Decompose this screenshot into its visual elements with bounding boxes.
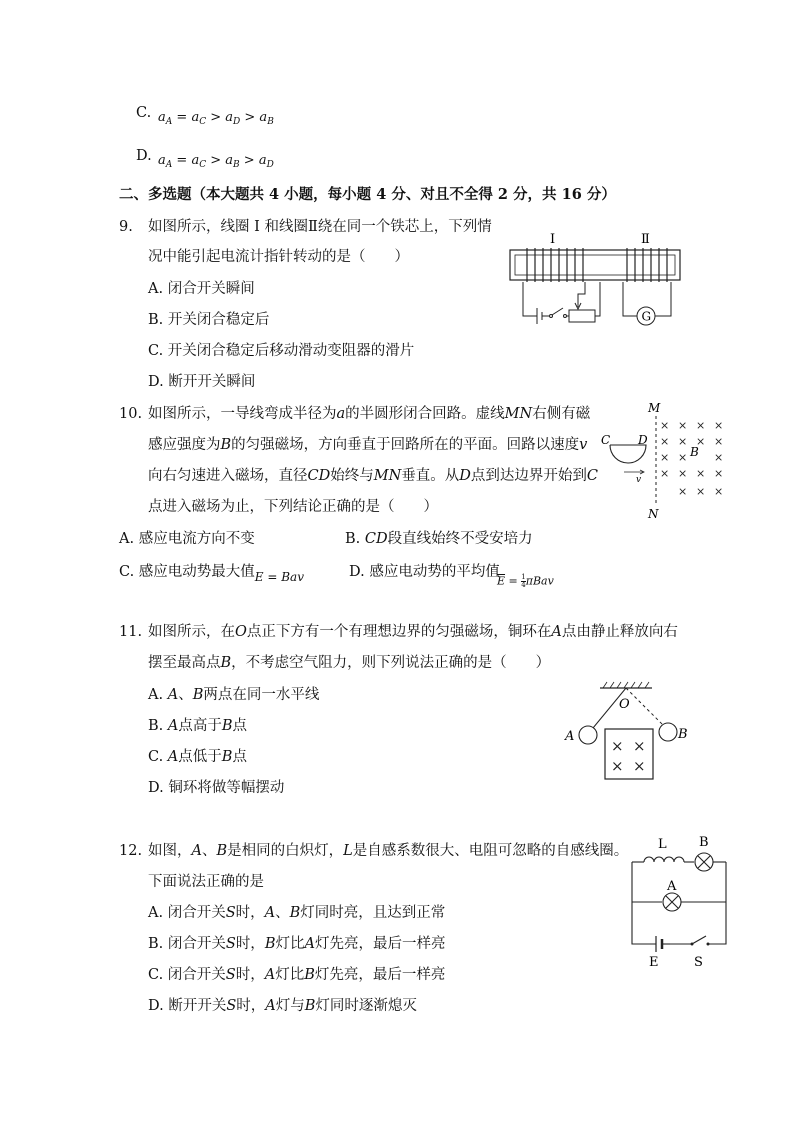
q12-option-d: D. 断开开关S时，A灯与B灯同时逐渐熄灭 <box>148 998 417 1014</box>
q12-circuit-diagram <box>622 830 737 970</box>
svg-text:×: × <box>696 485 706 498</box>
q8-option-c-formula: $a_A = a_C > a_D > a_B$ <box>158 110 274 127</box>
svg-text:×: × <box>714 485 724 498</box>
q10-option-b: B. CD段直线始终不受安培力 <box>345 531 533 547</box>
q9-option-d: D. 断开开关瞬间 <box>148 374 256 390</box>
q10-label-b: B <box>690 445 699 459</box>
q11-option-a: A. A、B两点在同一水平线 <box>148 687 320 703</box>
q10-stem-line1: 如图所示，一导线弯成半径为a的半圆形闭合回路。虚线MN右侧有磁 <box>148 406 591 422</box>
svg-text:×: × <box>678 435 688 448</box>
svg-text:×: × <box>696 467 706 480</box>
q9-galvanometer-label: G <box>641 309 652 324</box>
q10-semicircle-diagram <box>596 398 746 523</box>
svg-text:×: × <box>611 737 624 755</box>
q10-stem-line3: 向右匀速进入磁场，直径CD始终与MN垂直。从D点到达边界开始到C <box>148 468 599 484</box>
svg-text:×: × <box>660 467 670 480</box>
q12-number: 12. <box>119 843 143 859</box>
svg-text:×: × <box>660 435 670 448</box>
svg-text:×: × <box>714 435 724 448</box>
q11-label-a: A <box>565 729 575 744</box>
svg-text:×: × <box>678 451 688 464</box>
svg-text:×: × <box>714 419 724 432</box>
q12-label-s: S <box>694 955 703 970</box>
q9-coil-diagram <box>505 228 690 333</box>
q10-label-d: D <box>638 433 648 447</box>
q10-label-n: N <box>648 507 659 521</box>
q9-option-b: B. 开关闭合稳定后 <box>148 312 270 328</box>
svg-text:×: × <box>714 451 724 464</box>
q9-label-coil1: I <box>550 232 556 247</box>
q10-option-d: D. 感应电动势的平均值 <box>349 564 500 580</box>
svg-text:×: × <box>714 467 724 480</box>
svg-text:×: × <box>678 419 688 432</box>
q11-option-b: B. A点高于B点 <box>148 718 248 734</box>
svg-text:×: × <box>696 419 706 432</box>
q11-label-b: B <box>678 727 688 742</box>
q12-option-a: A. 闭合开关S时，A、B灯同时亮，且达到正常 <box>148 905 446 921</box>
q9-stem-line1: 如图所示，线圈 I 和线圈Ⅱ绕在同一个铁芯上，下列情 <box>148 219 492 235</box>
q12-label-l: L <box>658 837 667 852</box>
q12-label-a: A <box>667 879 677 894</box>
svg-text:×: × <box>633 757 646 775</box>
q9-option-c: C. 开关闭合稳定后移动滑动变阻器的滑片 <box>148 343 415 359</box>
q9-option-a: A. 闭合开关瞬间 <box>148 281 255 297</box>
q11-option-d: D. 铜环将做等幅摆动 <box>148 780 285 796</box>
q12-stem-line1: 如图，A、B是相同的白炽灯，L是自感系数很大、电阻可忽略的自感线圈。 <box>148 843 629 859</box>
q10-stem-line4: 点进入磁场为止，下列结论正确的是（ ） <box>148 499 438 515</box>
q10-label-v: v <box>636 475 642 485</box>
q12-label-b: B <box>699 835 709 850</box>
q9-label-coil2: Ⅱ <box>641 232 650 247</box>
svg-text:×: × <box>696 435 706 448</box>
q9-stem-line2: 况中能引起电流计指针转动的是（ ） <box>148 249 409 265</box>
q11-stem-line2: 摆至最高点B，不考虑空气阻力，则下列说法正确的是（ ） <box>148 655 551 671</box>
q10-label-c: C <box>601 433 611 447</box>
q8-option-d-formula: $a_A = a_C > a_B > a_D$ <box>158 153 274 170</box>
q11-label-o: O <box>619 697 630 712</box>
svg-text:×: × <box>633 737 646 755</box>
q11-stem-line1: 如图所示，在O点正下方有一个有理想边界的匀强磁场，铜环在A点由静止释放向右 <box>148 624 678 640</box>
q8-option-c-label: C. <box>136 105 152 121</box>
svg-text:×: × <box>678 485 688 498</box>
q10-option-c: C. 感应电动势最大值$_{E = Bav}$ <box>119 564 304 584</box>
q12-label-e: E <box>649 955 659 970</box>
svg-text:×: × <box>660 451 670 464</box>
svg-text:×: × <box>678 467 688 480</box>
q11-option-c: C. A点低于B点 <box>148 749 247 765</box>
q10-label-m: M <box>648 401 661 415</box>
q12-option-c: C. 闭合开关S时，A灯比B灯先亮，最后一样亮 <box>148 967 446 983</box>
q10-stem-line2: 感应强度为B的匀强磁场，方向垂直于回路所在的平面。回路以速度v <box>148 437 588 453</box>
q8-option-d-label: D. <box>136 148 152 164</box>
q10-option-d-formula: $\overline{E}$ = $\frac{1}{4}$ πBav <box>497 573 554 589</box>
svg-text:×: × <box>660 419 670 432</box>
q12-stem-line2: 下面说法正确的是 <box>148 874 264 890</box>
q10-option-a: A. 感应电流方向不变 <box>119 531 255 547</box>
q9-number: 9. <box>119 219 133 235</box>
q11-number: 11. <box>119 624 143 640</box>
q11-pendulum-diagram <box>560 682 695 787</box>
q12-option-b: B. 闭合开关S时，B灯比A灯先亮，最后一样亮 <box>148 936 446 952</box>
q10-number: 10. <box>119 406 143 422</box>
svg-text:×: × <box>611 757 624 775</box>
section-heading: 二、多选题（本大题共 4 小题，每小题 4 分、对且不全得 2 分，共 16 分） <box>119 186 616 203</box>
